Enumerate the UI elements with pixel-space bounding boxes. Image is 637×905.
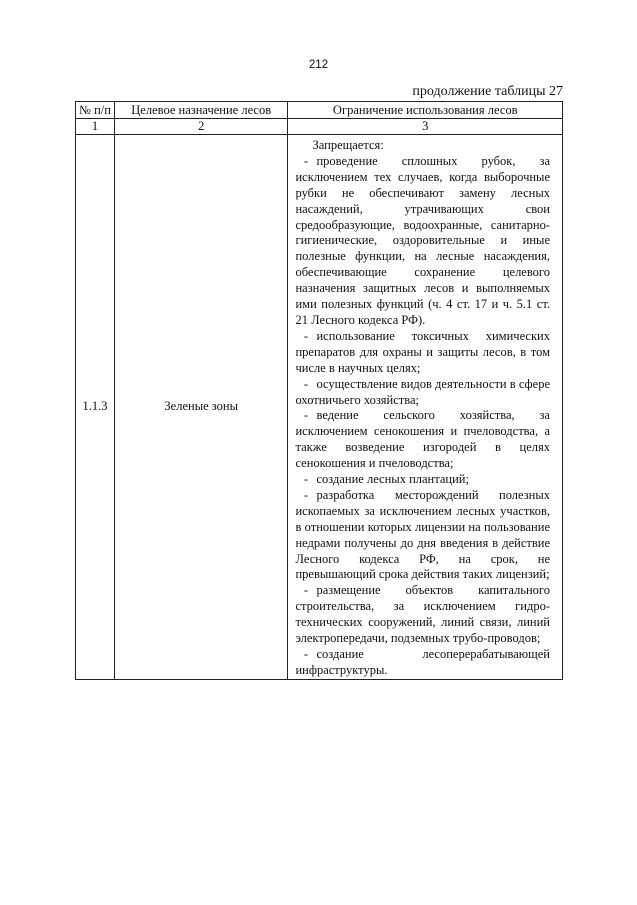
page-number: 212: [308, 59, 329, 71]
list-dash: -: [303, 328, 309, 343]
table-row: [76, 135, 563, 680]
restriction-text: создание лесоперерабатывающей инфраструктуры.: [295, 647, 550, 677]
restriction-text: проведение сплошных рубок, за исключением тех случаев, когда выборочные рубки не обеспечивают замену лесных насаждений, утрачивающих свои средообразующие, водоохранные, санитарно-гигиенические, оздоровительные и иные полезные функции, на лесные насаждения, обеспечивающие сохранение целевого назначения защитных лесов и выполняемых ими полезных функций (ч. 4 ст. 17 и ч. 5.1 ст. 21 Лесного кодекса РФ).: [295, 153, 550, 327]
list-dash: -: [303, 487, 309, 502]
restriction-text: разработка месторождений полезных ископаемых за исключением лесных участков, в отношении которых лицензии на пользование недрами получены до дня введения в действие Лесного кодекса РФ, на срок, не превышающий срока действия таких лицензий;: [295, 487, 550, 582]
row-restrictions: [288, 135, 563, 680]
header-forest-purpose: Целевое назначение лесов: [114, 102, 288, 119]
restrictions-intro: Запрещается:: [312, 138, 384, 152]
table-header-row: [76, 102, 563, 119]
restriction-item: [295, 154, 550, 329]
list-dash: -: [303, 376, 309, 391]
restriction-text: размещение объектов капитального строительства, за исключением гидро-технических сооружений, линий связи, линий электропередачи, подземных трубо-проводов;: [295, 583, 550, 646]
column-number-3: 3: [288, 119, 563, 135]
list-dash: -: [303, 153, 309, 168]
list-dash: -: [303, 408, 309, 423]
restriction-text: создание лесных плантаций;: [316, 472, 469, 487]
restriction-item: [295, 408, 550, 472]
header-number: № п/п: [76, 102, 115, 119]
restriction-item: [295, 647, 550, 679]
list-dash: -: [303, 647, 309, 661]
list-dash: -: [303, 583, 309, 598]
restriction-item: [295, 377, 550, 409]
restriction-text: ведение сельского хозяйства, за исключением сенокошения и пчеловодства, а также возведение изгородей в целях сенокошения и пчеловодства;: [295, 408, 550, 471]
restrictions-table: [75, 101, 563, 680]
list-dash: -: [303, 472, 309, 487]
column-numbers-row: [76, 119, 563, 135]
row-forest-purpose: Зеленые зоны: [114, 135, 288, 680]
column-number-2: 2: [114, 119, 288, 135]
column-number-1: 1: [76, 119, 115, 135]
header-forest-use-restriction: Ограничение использования лесов: [288, 102, 563, 119]
row-number: 1.1.3: [76, 135, 115, 680]
restriction-item: [295, 329, 550, 377]
restriction-item: [295, 583, 550, 647]
table-continuation-label: продолжение таблицы 27: [412, 84, 563, 99]
restriction-item: [295, 472, 550, 488]
restriction-text: использование токсичных химических препаратов для охраны и защиты лесов, в том числе в научных целях;: [295, 328, 550, 375]
restriction-text: осуществление видов деятельности в сфере охотничьего хозяйства;: [295, 376, 550, 407]
restriction-item: [295, 488, 550, 583]
